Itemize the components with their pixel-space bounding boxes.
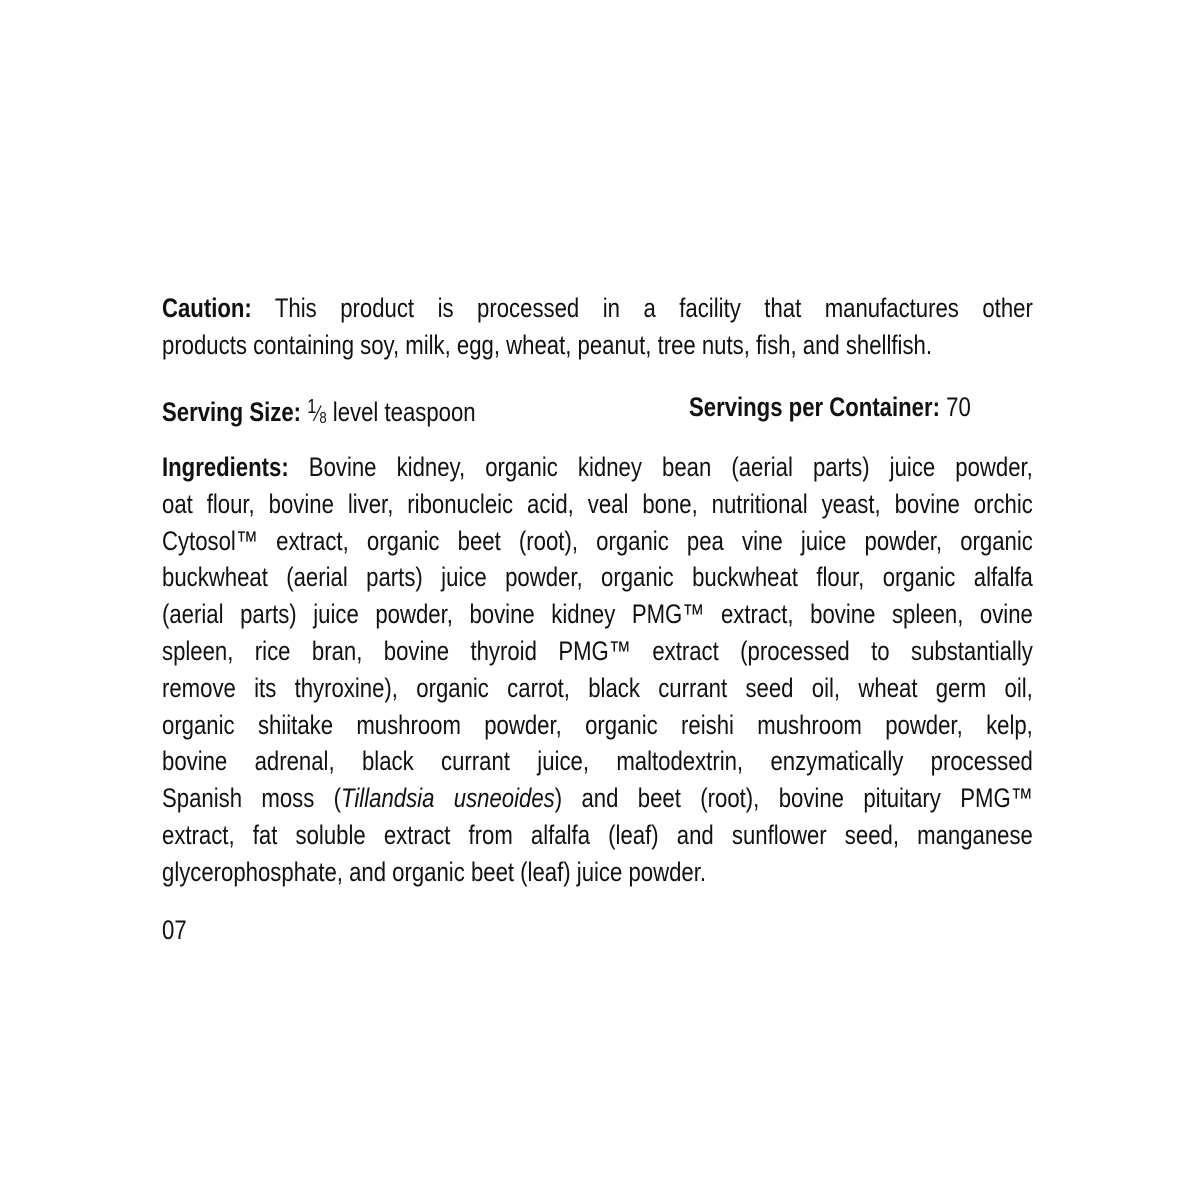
ingredients-line: organic shiitake mushroom powder, organic reishi mushroom powder, kelp,	[162, 709, 1033, 740]
moss-text: Spanish moss (	[162, 783, 342, 814]
ingredients-line	[162, 780, 1033, 817]
ingredients-line: bovine adrenal, black currant juice, maltodextrin, enzymatically processed	[162, 746, 1033, 777]
fraction-denominator: 8	[319, 410, 327, 427]
ingredients-paragraph	[162, 449, 1033, 891]
ingredients-line: (aerial parts) juice powder, bovine kidney PMG™ extract, bovine spleen, ovine	[162, 599, 1033, 630]
caution-text: This product is processed in a facility that manufactures other	[251, 293, 1033, 323]
ingredients-line: spleen, rice bran, bovine thyroid PMG™ extract (processed to substantially	[162, 635, 1033, 666]
serving-size	[162, 389, 476, 437]
caution-paragraph	[162, 290, 1033, 364]
serving-fraction: $^1⁄_8$	[307, 396, 327, 427]
caution-line: products containing soy, milk, egg, wheat, peanut, tree nuts, fish, and shellfish.	[162, 329, 933, 360]
lot-code: 07	[162, 915, 187, 945]
servings-per-container-value: 70	[939, 392, 971, 422]
fraction-numerator: 1	[307, 396, 317, 418]
servings-per-container-label: Servings per Container:	[689, 392, 940, 422]
ingredients-line: Cytosol™ extract, organic beet (root), organic pea vine juice powder, organic	[162, 525, 1033, 556]
ingredients-line	[162, 449, 1033, 486]
ingredients-line: glycerophosphate, and organic beet (leaf) juice powder.	[162, 856, 707, 887]
moss-text-after: ) and beet (root), bovine pituitary PMG™	[554, 783, 1033, 814]
species-name: Tillandsia usneoides	[341, 783, 555, 814]
ingredients-line: remove its thyroxine), organic carrot, black currant seed oil, wheat germ oil,	[162, 672, 1033, 703]
servings-per-container	[689, 389, 971, 425]
ingredients-line: buckwheat (aerial parts) juice powder, organic buckwheat flour, organic alfalfa	[162, 562, 1033, 593]
ingredients-text: Bovine kidney, organic kidney bean (aerial parts) juice powder,	[288, 452, 1033, 482]
caution-label: Caution:	[162, 293, 252, 323]
ingredients-line: oat flour, bovine liver, ribonucleic acid, veal bone, nutritional yeast, bovine orchic	[162, 488, 1033, 519]
ingredients-label: Ingredients:	[162, 452, 289, 482]
serving-size-label: Serving Size:	[162, 397, 302, 427]
ingredients-line: extract, fat soluble extract from alfalfa (leaf) and sunflower seed, manganese	[162, 819, 1033, 850]
caution-line	[162, 290, 1033, 327]
serving-size-value: level teaspoon	[326, 397, 476, 427]
